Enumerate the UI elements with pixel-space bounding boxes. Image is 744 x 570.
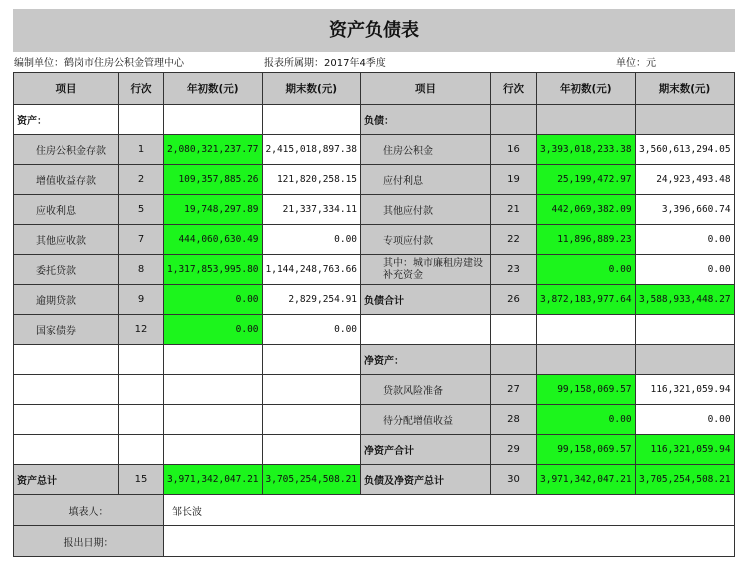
liabilities-ending-balance-cell: 24,923,493.48 bbox=[635, 165, 734, 195]
assets-ending-balance-cell bbox=[262, 435, 361, 465]
header-cell: 期末数(元) bbox=[635, 73, 734, 105]
currency-unit: 单位：元 bbox=[616, 58, 656, 69]
assets-line-no-cell: 5 bbox=[119, 195, 164, 225]
liabilities-line-no-cell: 21 bbox=[491, 195, 537, 225]
liabilities-item-cell: 负债合计 bbox=[361, 285, 491, 315]
table-row bbox=[14, 375, 735, 405]
table-row bbox=[14, 465, 735, 495]
assets-item-cell bbox=[14, 405, 119, 435]
assets-item-cell: 资产总计 bbox=[14, 465, 119, 495]
assets-beginning-balance-cell bbox=[164, 345, 263, 375]
reporting-unit: 编制单位：鹤岗市住房公积金管理中心 bbox=[14, 58, 184, 69]
assets-ending-balance-cell: 121,820,258.15 bbox=[262, 165, 361, 195]
assets-line-no-cell: 8 bbox=[119, 255, 164, 285]
assets-ending-balance-cell: 0.00 bbox=[262, 315, 361, 345]
reporting-period: 报表所属期：2017年4季度 bbox=[264, 58, 386, 69]
liabilities-line-no-cell: 29 bbox=[491, 435, 537, 465]
liabilities-line-no-cell bbox=[491, 105, 537, 135]
assets-item-cell: 国家债券 bbox=[14, 315, 119, 345]
assets-item-cell bbox=[14, 435, 119, 465]
liabilities-beginning-balance-cell: 0.00 bbox=[537, 405, 636, 435]
liabilities-item-cell: 住房公积金 bbox=[361, 135, 491, 165]
liabilities-line-no-cell bbox=[491, 315, 537, 345]
assets-ending-balance-cell bbox=[262, 105, 361, 135]
header-cell: 行次 bbox=[491, 73, 537, 105]
liabilities-ending-balance-cell bbox=[635, 345, 734, 375]
assets-line-no-cell bbox=[119, 435, 164, 465]
report-date-row bbox=[14, 526, 735, 557]
assets-beginning-balance-cell: 2,080,321,237.77 bbox=[164, 135, 263, 165]
liabilities-ending-balance-cell bbox=[635, 315, 734, 345]
liabilities-item-cell: 负债及净资产总计 bbox=[361, 465, 491, 495]
assets-item-cell: 其他应收款 bbox=[14, 225, 119, 255]
liabilities-beginning-balance-cell: 3,393,018,233.38 bbox=[537, 135, 636, 165]
assets-ending-balance-cell: 3,705,254,508.21 bbox=[262, 465, 361, 495]
liabilities-item-cell: 贷款风险准备 bbox=[361, 375, 491, 405]
liabilities-line-no-cell: 19 bbox=[491, 165, 537, 195]
assets-ending-balance-cell: 2,415,018,897.38 bbox=[262, 135, 361, 165]
assets-ending-balance-cell bbox=[262, 375, 361, 405]
assets-ending-balance-cell: 0.00 bbox=[262, 225, 361, 255]
table-row bbox=[14, 135, 735, 165]
assets-ending-balance-cell: 21,337,334.11 bbox=[262, 195, 361, 225]
assets-beginning-balance-cell: 19,748,297.89 bbox=[164, 195, 263, 225]
table-row bbox=[14, 225, 735, 255]
liabilities-line-no-cell: 22 bbox=[491, 225, 537, 255]
assets-beginning-balance-cell bbox=[164, 105, 263, 135]
assets-beginning-balance-cell bbox=[164, 435, 263, 465]
table-row bbox=[14, 435, 735, 465]
assets-line-no-cell bbox=[119, 375, 164, 405]
liabilities-line-no-cell: 26 bbox=[491, 285, 537, 315]
assets-item-cell: 委托贷款 bbox=[14, 255, 119, 285]
header-cell: 项目 bbox=[14, 73, 119, 105]
liabilities-line-no-cell: 16 bbox=[491, 135, 537, 165]
header-cell: 年初数(元) bbox=[164, 73, 263, 105]
liabilities-beginning-balance-cell: 99,158,069.57 bbox=[537, 435, 636, 465]
table-row bbox=[14, 315, 735, 345]
liabilities-line-no-cell: 30 bbox=[491, 465, 537, 495]
liabilities-ending-balance-cell: 3,396,660.74 bbox=[635, 195, 734, 225]
report-date-value bbox=[164, 526, 735, 557]
liabilities-beginning-balance-cell: 0.00 bbox=[537, 255, 636, 285]
assets-beginning-balance-cell: 0.00 bbox=[164, 285, 263, 315]
assets-item-cell: 资产： bbox=[14, 105, 119, 135]
header-cell: 项目 bbox=[361, 73, 491, 105]
assets-line-no-cell: 7 bbox=[119, 225, 164, 255]
liabilities-item-cell: 应付利息 bbox=[361, 165, 491, 195]
table-header-row bbox=[14, 73, 735, 105]
header-cell: 行次 bbox=[119, 73, 164, 105]
liabilities-beginning-balance-cell bbox=[537, 345, 636, 375]
liabilities-item-cell: 其他应付款 bbox=[361, 195, 491, 225]
header-cell: 期末数(元) bbox=[262, 73, 361, 105]
liabilities-item-cell: 专项应付款 bbox=[361, 225, 491, 255]
assets-ending-balance-cell bbox=[262, 345, 361, 375]
liabilities-beginning-balance-cell: 11,896,889.23 bbox=[537, 225, 636, 255]
assets-line-no-cell: 2 bbox=[119, 165, 164, 195]
balance-sheet-table bbox=[13, 72, 735, 557]
assets-line-no-cell: 1 bbox=[119, 135, 164, 165]
liabilities-line-no-cell: 27 bbox=[491, 375, 537, 405]
assets-beginning-balance-cell: 1,317,853,995.80 bbox=[164, 255, 263, 285]
liabilities-ending-balance-cell: 116,321,059.94 bbox=[635, 375, 734, 405]
liabilities-ending-balance-cell: 116,321,059.94 bbox=[635, 435, 734, 465]
liabilities-line-no-cell bbox=[491, 345, 537, 375]
liabilities-item-cell bbox=[361, 315, 491, 345]
liabilities-ending-balance-cell: 0.00 bbox=[635, 225, 734, 255]
report-date-label: 报出日期： bbox=[14, 526, 164, 557]
assets-item-cell: 逾期贷款 bbox=[14, 285, 119, 315]
liabilities-beginning-balance-cell bbox=[537, 105, 636, 135]
liabilities-ending-balance-cell: 3,705,254,508.21 bbox=[635, 465, 734, 495]
liabilities-ending-balance-cell: 3,560,613,294.05 bbox=[635, 135, 734, 165]
assets-item-cell bbox=[14, 375, 119, 405]
liabilities-beginning-balance-cell bbox=[537, 315, 636, 345]
liabilities-item-cell: 待分配增值收益 bbox=[361, 405, 491, 435]
table-row bbox=[14, 105, 735, 135]
header-cell: 年初数(元) bbox=[537, 73, 636, 105]
assets-beginning-balance-cell: 0.00 bbox=[164, 315, 263, 345]
liabilities-item-cell: 负债： bbox=[361, 105, 491, 135]
assets-beginning-balance-cell: 109,357,885.26 bbox=[164, 165, 263, 195]
preparer-label: 填表人： bbox=[14, 495, 164, 526]
liabilities-line-no-cell: 23 bbox=[491, 255, 537, 285]
liabilities-item-cell: 净资产： bbox=[361, 345, 491, 375]
table-row bbox=[14, 165, 735, 195]
assets-beginning-balance-cell bbox=[164, 405, 263, 435]
table-row bbox=[14, 345, 735, 375]
liabilities-beginning-balance-cell: 3,872,183,977.64 bbox=[537, 285, 636, 315]
assets-item-cell: 应收利息 bbox=[14, 195, 119, 225]
liabilities-item-cell: 净资产合计 bbox=[361, 435, 491, 465]
assets-line-no-cell bbox=[119, 405, 164, 435]
assets-item-cell bbox=[14, 345, 119, 375]
preparer-row bbox=[14, 495, 735, 526]
assets-line-no-cell bbox=[119, 105, 164, 135]
assets-line-no-cell: 12 bbox=[119, 315, 164, 345]
assets-ending-balance-cell: 1,144,248,763.66 bbox=[262, 255, 361, 285]
liabilities-beginning-balance-cell: 99,158,069.57 bbox=[537, 375, 636, 405]
assets-beginning-balance-cell bbox=[164, 375, 263, 405]
table-row bbox=[14, 405, 735, 435]
liabilities-ending-balance-cell: 0.00 bbox=[635, 255, 734, 285]
report-title: 资产负债表 bbox=[13, 9, 735, 52]
assets-ending-balance-cell: 2,829,254.91 bbox=[262, 285, 361, 315]
table-row bbox=[14, 255, 735, 285]
liabilities-line-no-cell: 28 bbox=[491, 405, 537, 435]
preparer-value: 邹长波 bbox=[164, 495, 735, 526]
assets-ending-balance-cell bbox=[262, 405, 361, 435]
liabilities-beginning-balance-cell: 442,069,382.09 bbox=[537, 195, 636, 225]
assets-item-cell: 增值收益存款 bbox=[14, 165, 119, 195]
table-row bbox=[14, 195, 735, 225]
assets-line-no-cell: 9 bbox=[119, 285, 164, 315]
assets-item-cell: 住房公积金存款 bbox=[14, 135, 119, 165]
liabilities-ending-balance-cell: 3,588,933,448.27 bbox=[635, 285, 734, 315]
liabilities-ending-balance-cell: 0.00 bbox=[635, 405, 734, 435]
table-row bbox=[14, 285, 735, 315]
liabilities-item-cell: 其中：城市廉租房建设补充资金 bbox=[361, 255, 491, 285]
liabilities-ending-balance-cell bbox=[635, 105, 734, 135]
liabilities-beginning-balance-cell: 3,971,342,047.21 bbox=[537, 465, 636, 495]
assets-beginning-balance-cell: 444,060,630.49 bbox=[164, 225, 263, 255]
liabilities-beginning-balance-cell: 25,199,472.97 bbox=[537, 165, 636, 195]
assets-line-no-cell bbox=[119, 345, 164, 375]
assets-beginning-balance-cell: 3,971,342,047.21 bbox=[164, 465, 263, 495]
assets-line-no-cell: 15 bbox=[119, 465, 164, 495]
